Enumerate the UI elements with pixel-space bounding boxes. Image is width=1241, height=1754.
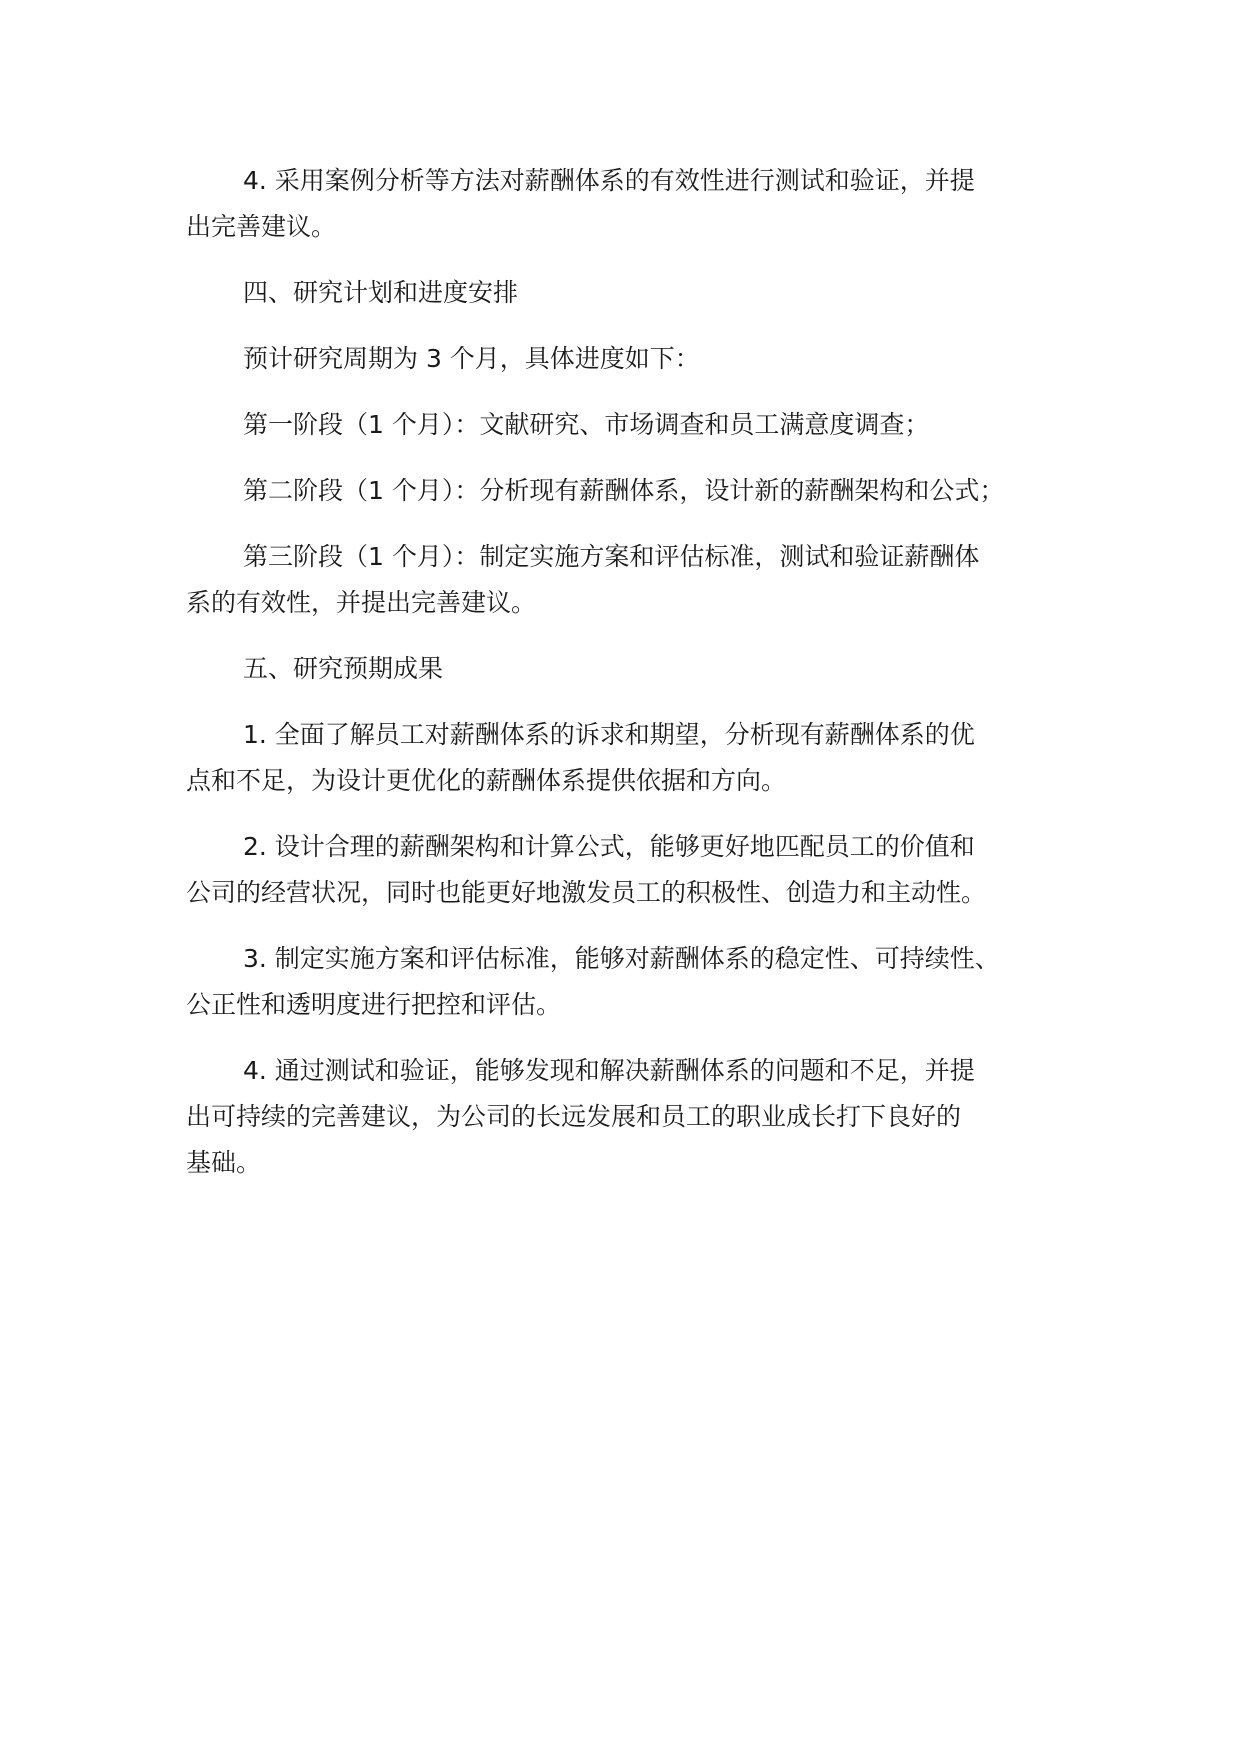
text-line: 第一阶段（1 个月）：文献研究、市场调查和员工满意度调查； bbox=[243, 410, 930, 439]
paragraph-method-4 bbox=[186, 158, 1086, 250]
section-heading-text: 五、研究预期成果 bbox=[243, 654, 444, 683]
text-line: 4. 通过测试和验证，能够发现和解决薪酬体系的问题和不足，并提 bbox=[243, 1056, 975, 1085]
document-body bbox=[186, 158, 1086, 1206]
text-line: 公司的经营状况，同时也能更好地激发员工的积极性、创造力和主动性。 bbox=[186, 878, 987, 907]
text-line: 第三阶段（1 个月）：制定实施方案和评估标准，测试和验证薪酬体 bbox=[243, 542, 980, 571]
paragraph-outcome-2 bbox=[186, 824, 1086, 916]
paragraph-outcome-3 bbox=[186, 936, 1086, 1028]
text-line: 预计研究周期为 3 个月，具体进度如下： bbox=[243, 344, 700, 373]
section-heading-plan bbox=[186, 270, 1086, 316]
section-heading-text: 四、研究计划和进度安排 bbox=[243, 278, 519, 307]
section-heading-outcomes bbox=[186, 646, 1086, 692]
paragraph-phase-2 bbox=[186, 468, 1086, 514]
text-line: 公正性和透明度进行把控和评估。 bbox=[186, 990, 562, 1019]
text-line: 点和不足，为设计更优化的薪酬体系提供依据和方向。 bbox=[186, 766, 787, 795]
paragraph-outcome-1 bbox=[186, 712, 1086, 804]
text-line: 第二阶段（1 个月）：分析现有薪酬体系，设计新的薪酬架构和公式； bbox=[243, 476, 1005, 505]
paragraph-phase-1 bbox=[186, 402, 1086, 448]
text-line: 1. 全面了解员工对薪酬体系的诉求和期望，分析现有薪酬体系的优 bbox=[243, 720, 975, 749]
text-line: 3. 制定实施方案和评估标准，能够对薪酬体系的稳定性、可持续性、 bbox=[243, 944, 1000, 973]
text-line: 出完善建议。 bbox=[186, 212, 337, 241]
text-line: 系的有效性，并提出完善建议。 bbox=[186, 588, 537, 617]
text-line: 基础。 bbox=[186, 1148, 262, 1177]
text-line: 2. 设计合理的薪酬架构和计算公式，能够更好地匹配员工的价值和 bbox=[243, 832, 975, 861]
paragraph-outcome-4 bbox=[186, 1048, 1086, 1186]
paragraph-schedule-intro bbox=[186, 336, 1086, 382]
text-line: 4. 采用案例分析等方法对薪酬体系的有效性进行测试和验证，并提 bbox=[243, 166, 975, 195]
text-line: 出可持续的完善建议，为公司的长远发展和员工的职业成长打下良好的 bbox=[186, 1102, 962, 1131]
paragraph-phase-3 bbox=[186, 534, 1086, 626]
